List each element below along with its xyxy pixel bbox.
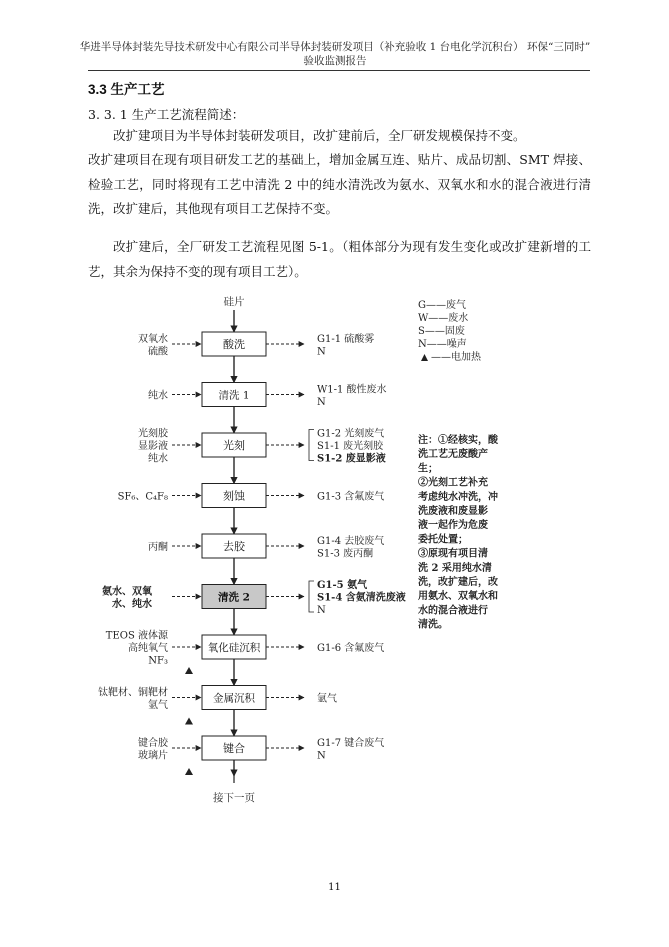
emission-label: S1-4 含氨清洗废液 xyxy=(317,592,406,604)
emission-label: G1-1 硫酸雾 xyxy=(317,333,375,345)
input-material-label: TEOS 液体源 xyxy=(105,630,168,642)
input-material-label: 高纯氧气 xyxy=(128,643,168,654)
process-box-label: 清洗 1 xyxy=(218,389,250,402)
paragraph-2: 改扩建项目在现有项目研发工艺的基础上，增加金属互连、贴片、成品切割、SMT 焊接、检验工艺，同时将现有工艺中清洗 2 中的纯水清洗改为氨水、双氧水和水的混合液进行清洗，改扩建后，其他现有项目工艺保持不变。 xyxy=(88,152,591,216)
process-box-label: 氧化硅沉积 xyxy=(207,642,261,654)
input-material-label: 玻璃片 xyxy=(138,750,168,762)
note-line: 清洗。 xyxy=(418,619,448,631)
electric-heating-icon xyxy=(185,768,193,775)
electric-heating-icon xyxy=(185,667,193,674)
input-material-label: 纯水 xyxy=(148,453,168,465)
emission-label: S1-1 废光刻胶 xyxy=(317,441,384,452)
paragraph-1: 改扩建项目为半导体封装研发项目，改扩建前后，全厂研发规模保持不变。 xyxy=(113,128,526,143)
emission-label: G1-3 含氟废气 xyxy=(317,491,385,503)
header-rule xyxy=(88,70,590,71)
paragraph-3: 改扩建后，全厂研发工艺流程见图 5-1。（粗体部分为现有发生变化或改扩建新增的工艺，其余为保持不变的现有项目工艺）。 xyxy=(88,239,591,279)
input-material-label: 键合胶 xyxy=(138,737,168,749)
output-bracket xyxy=(309,581,314,612)
note-line: 洗工艺无废酸产 xyxy=(418,449,488,461)
process-box-label: 金属沉积 xyxy=(213,692,255,705)
emission-label: N xyxy=(317,750,326,762)
header-line-2: 验收监测报告 xyxy=(303,55,367,67)
note-line: 洗，改扩建后，改 xyxy=(418,577,498,588)
emission-label: 氩气 xyxy=(317,693,337,705)
note-line: ②光刻工艺补充 xyxy=(418,477,488,489)
input-material-label: 光刻胶 xyxy=(138,428,168,440)
process-box-label: 刻蚀 xyxy=(223,489,245,503)
emission-label: N xyxy=(317,346,326,358)
emission-label: G1-5 氨气 xyxy=(317,580,368,591)
flow-end-label: 接下一页 xyxy=(213,792,255,804)
emission-label: S1-2 废显影液 xyxy=(317,453,386,465)
page-number: 11 xyxy=(328,882,341,893)
note-line: 水的混合液进行 xyxy=(418,605,488,617)
input-material-label: 双氧水 xyxy=(138,333,168,345)
process-box-label: 去胶 xyxy=(223,540,245,553)
process-box-label: 清洗 2 xyxy=(218,591,250,604)
emission-label: G1-6 含氟废气 xyxy=(317,643,385,654)
legend-item: G——废气 xyxy=(418,300,466,311)
emission-label: N xyxy=(317,396,326,408)
section-title: 3.3 生产工艺 xyxy=(88,82,165,97)
input-material-label: 水、纯水 xyxy=(112,598,152,610)
input-material-label: SF₆、C₄F₈ xyxy=(117,491,168,503)
emission-label: S1-3 废丙酮 xyxy=(317,548,374,560)
header-line-1: 华进半导体封装先导技术研发中心有限公司半导体封装研发项目（补充验收 1 台电化学沉积台） 环保“三同时” xyxy=(79,41,591,53)
note-line: 洗 2 采用纯水清 xyxy=(418,562,492,574)
emission-label: G1-4 去胶废气 xyxy=(317,535,385,547)
input-material-label: 丙酮 xyxy=(148,542,168,553)
note-line: 洗废液和废显影 xyxy=(418,506,488,517)
input-material-label: 硫酸 xyxy=(148,346,168,358)
legend-item: ——电加热 xyxy=(431,352,481,363)
flow-start-label: 硅片 xyxy=(223,296,245,308)
electric-heating-icon xyxy=(185,718,193,725)
input-material-label: 钛靶材、铜靶材 xyxy=(98,687,168,699)
page-header xyxy=(70,40,600,68)
note-line: 委托处置； xyxy=(418,534,468,546)
process-box-label: 键合 xyxy=(223,742,245,755)
output-bracket xyxy=(309,430,314,461)
process-box-label: 酸洗 xyxy=(223,338,245,351)
input-material-label: 显影液 xyxy=(138,441,168,452)
subsection-title: 3. 3. 1 生产工艺流程简述： xyxy=(88,107,245,122)
input-material-label: 氨水、双氧 xyxy=(102,586,152,598)
legend-item: N——噪声 xyxy=(418,339,467,350)
note-line: 注：①经核实，酸 xyxy=(418,435,498,446)
input-material-label: NF₃ xyxy=(148,655,168,667)
note-line: 生； xyxy=(418,463,438,475)
note-line: ③原现有项目清 xyxy=(418,548,488,560)
electric-heating-icon xyxy=(421,354,428,361)
emission-label: G1-2 光刻废气 xyxy=(317,428,385,440)
note-line: 液一起作为危废 xyxy=(418,520,488,532)
legend-item: W——废水 xyxy=(418,313,469,324)
input-material-label: 氩气 xyxy=(148,699,168,711)
emission-label: W1-1 酸性废水 xyxy=(317,384,387,396)
process-flow-diagram xyxy=(0,290,669,810)
input-material-label: 纯水 xyxy=(148,390,168,402)
legend-item: S——固废 xyxy=(418,326,465,337)
process-box-label: 光刻 xyxy=(223,439,245,452)
note-line: 用氨水、双氧水和 xyxy=(418,591,498,603)
note-line: 考虑纯水冲洗，冲 xyxy=(418,491,498,503)
emission-label: N xyxy=(317,605,326,616)
emission-label: G1-7 键合废气 xyxy=(317,737,385,749)
